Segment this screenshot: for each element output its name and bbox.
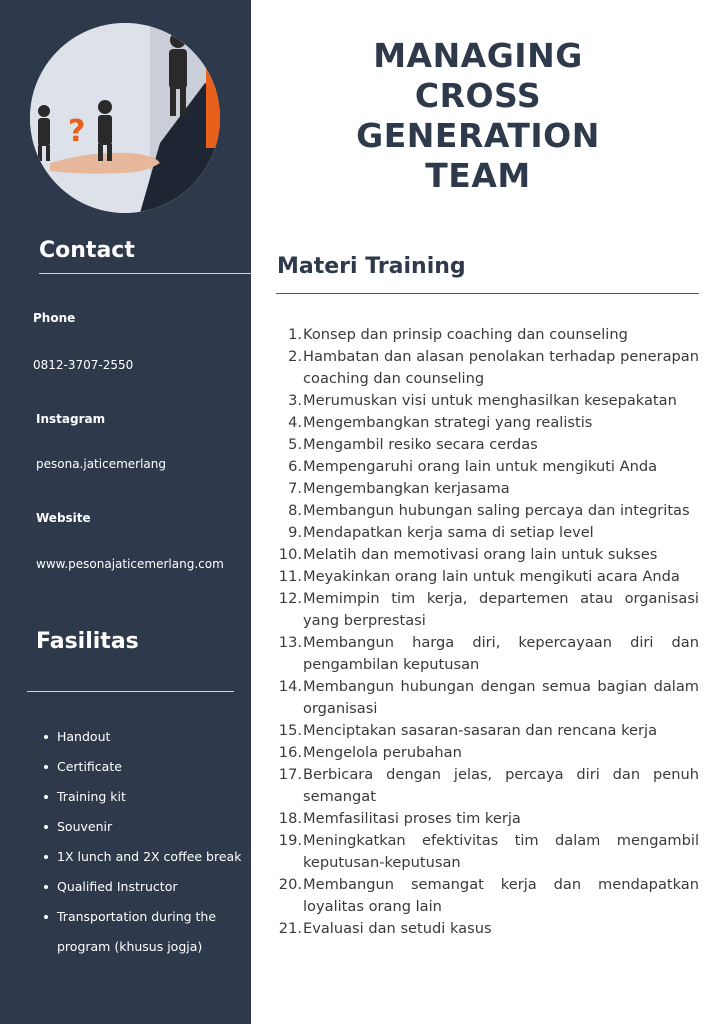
list-text: Membangun hubungan saling percaya dan integritas (303, 502, 690, 519)
list-text: Mengembangkan strategi yang realistis (303, 414, 593, 431)
list-item (276, 808, 699, 830)
list-text: Meningkatkan efektivitas tim dalam mengambil keputusan-keputusan (303, 832, 699, 871)
bullet-icon (44, 735, 48, 739)
bullet-icon (44, 855, 48, 859)
list-item: Qualified Instructor (38, 872, 243, 902)
bullet-icon (44, 765, 48, 769)
list-text: Memimpin tim kerja, departemen atau organisasi yang berprestasi (303, 590, 699, 629)
list-number: 9. (288, 524, 302, 541)
list-item (276, 676, 699, 720)
list-text: Mengelola perubahan (303, 744, 462, 761)
list-number: 5. (288, 436, 302, 453)
list-text: Membangun harga diri, kepercayaan diri dan pengambilan keputusan (303, 634, 699, 673)
list-text: Membangun semangat kerja dan mendapatkan loyalitas orang lain (303, 876, 699, 915)
list-item (276, 522, 699, 544)
bullet-icon (44, 825, 48, 829)
list-item (276, 500, 699, 522)
list-number: 2. (288, 348, 302, 365)
bullet-icon (44, 885, 48, 889)
materi-heading: Materi Training (277, 254, 466, 279)
list-item (276, 456, 699, 478)
list-text: Berbicara dengan jelas, percaya diri dan penuh semangat (303, 766, 699, 805)
list-text: Konsep dan prinsip coaching dan counseling (303, 326, 628, 343)
list-number: 18. (278, 810, 302, 827)
list-item (276, 434, 699, 456)
list-text: Merumuskan visi untuk menghasilkan kesepakatan (303, 392, 677, 409)
sidebar (0, 0, 251, 1024)
list-text: Meyakinkan orang lain untuk mengikuti acara Anda (303, 568, 680, 585)
list-item: 1X lunch and 2X coffee break (38, 842, 243, 872)
list-text: Membangun hubungan dengan semua bagian dalam organisasi (303, 678, 699, 717)
fasilitas-list (38, 722, 243, 962)
list-item (276, 566, 699, 588)
contact-heading: Contact (39, 238, 135, 263)
list-text: Mendapatkan kerja sama di setiap level (303, 524, 594, 541)
list-number: 15. (278, 722, 302, 739)
list-item (276, 830, 699, 874)
list-number: 1. (288, 326, 302, 343)
materi-list (276, 324, 699, 940)
list-number: 7. (288, 480, 302, 497)
svg-text:?: ? (68, 114, 86, 149)
list-number: 17. (278, 766, 302, 783)
bullet-icon (44, 795, 48, 799)
list-number: 14. (278, 678, 302, 695)
page-title: MANAGING CROSS GENERATION TEAM (356, 36, 600, 195)
phone-value[interactable]: 0812-3707-2550 (33, 358, 134, 372)
list-item (276, 764, 699, 808)
fasilitas-divider (27, 691, 234, 692)
contact-divider (39, 273, 251, 274)
website-link[interactable]: www.pesonajaticemerlang.com (36, 557, 224, 571)
list-item (276, 390, 699, 412)
list-item (276, 720, 699, 742)
list-text: Mempengaruhi orang lain untuk mengikuti Anda (303, 458, 658, 475)
list-number: 3. (288, 392, 302, 409)
materi-divider (276, 293, 699, 294)
list-number: 21. (278, 920, 302, 937)
list-text: Hambatan dan alasan penolakan terhadap penerapan coaching dan counseling (303, 348, 699, 387)
list-item (276, 412, 699, 434)
list-number: 8. (288, 502, 302, 519)
list-number: 6. (288, 458, 302, 475)
list-item (276, 874, 699, 918)
list-text: Mengambil resiko secara cerdas (303, 436, 538, 453)
list-item (276, 742, 699, 764)
list-item (276, 918, 699, 940)
list-item: Souvenir (38, 812, 243, 842)
list-number: 12. (278, 590, 302, 607)
list-number: 13. (278, 634, 302, 651)
list-text: Menciptakan sasaran-sasaran dan rencana kerja (303, 722, 658, 739)
list-item (276, 588, 699, 632)
fasilitas-heading: Fasilitas (36, 629, 139, 654)
bullet-icon (44, 915, 48, 919)
hero-photo (30, 23, 220, 213)
list-item: Certificate (38, 752, 243, 782)
list-item: Training kit (38, 782, 243, 812)
list-number: 16. (278, 744, 302, 761)
phone-label: Phone (33, 311, 76, 325)
list-number: 4. (288, 414, 302, 431)
list-text: Mengembangkan kerjasama (303, 480, 510, 497)
instagram-label: Instagram (36, 412, 106, 426)
instagram-value[interactable]: pesona.jaticemerlang (36, 457, 166, 471)
list-number: 11. (278, 568, 302, 585)
list-text: Evaluasi dan setudi kasus (303, 920, 492, 937)
list-number: 10. (278, 546, 302, 563)
list-item (276, 632, 699, 676)
list-item (276, 544, 699, 566)
list-number: 20. (278, 876, 302, 893)
list-item (276, 346, 699, 390)
list-number: 19. (278, 832, 302, 849)
list-item: Handout (38, 722, 243, 752)
business-figures-illustration (30, 23, 220, 213)
list-item (276, 324, 699, 346)
website-label: Website (36, 511, 91, 525)
list-text: Melatih dan memotivasi orang lain untuk sukses (303, 546, 658, 563)
list-item (276, 478, 699, 500)
list-text: Memfasilitasi proses tim kerja (303, 810, 521, 827)
list-item: Transportation during the program (khusus jogja) (38, 902, 243, 962)
